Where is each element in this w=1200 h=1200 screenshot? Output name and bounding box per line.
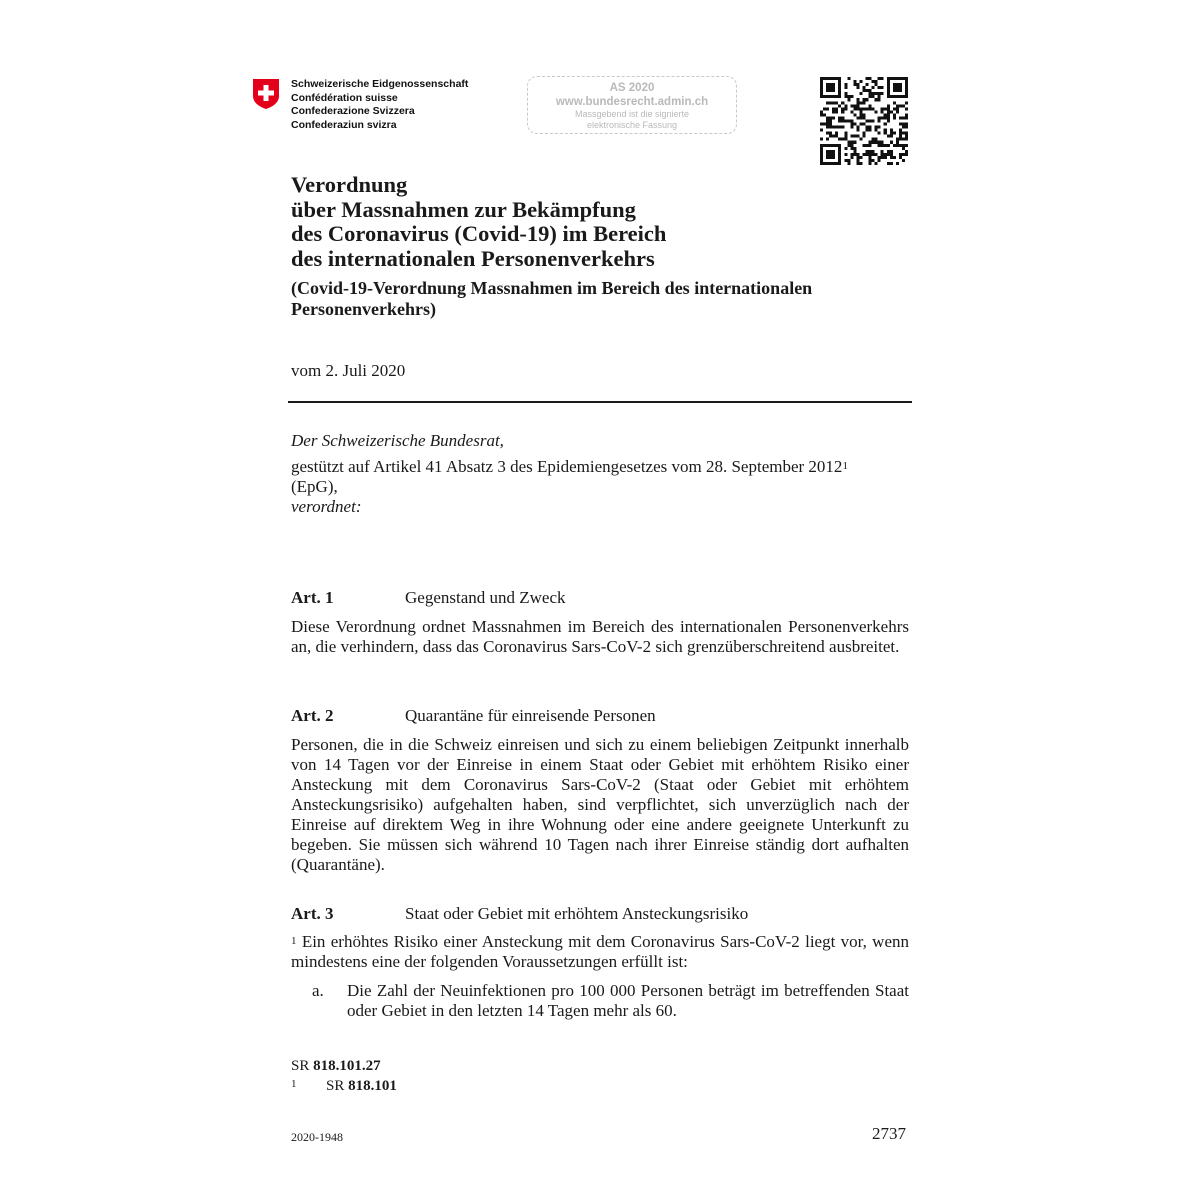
agency-name [291, 78, 468, 132]
title-line: des Coronavirus (Covid-19) im Bereich [291, 221, 667, 246]
title-line: des internationalen Personenverkehrs [291, 245, 655, 271]
agency-line-de: Schweizerische Eidgenossenschaft [291, 78, 469, 90]
footnote-prefix: SR [326, 1078, 345, 1094]
document-date: vom 2. Juli 2020 [291, 361, 406, 380]
article-title: Staat oder Gebiet mit erhöhtem Ansteckungsrisiko [405, 904, 749, 923]
title-line: Verordnung [291, 172, 408, 197]
agency-line-rm: Confederaziun svizra [291, 118, 397, 131]
article-1-heading [291, 588, 566, 608]
short-title: (Covid-19-Verordnung Massnahmen im Bereich des internationalen Personenverkehrs) [291, 278, 813, 319]
paragraph-text: Ein erhöhtes Risiko einer Ansteckung mit dem Coronavirus Sars-CoV-2 liegt vor, wenn mindestens eine der folgenden Voraussetzungen erfüllt ist: [291, 932, 909, 971]
footnote-sr-number: 818.101 [348, 1078, 397, 1094]
article-2-heading [291, 706, 656, 726]
stamp-as-number: AS 2020 [609, 82, 655, 94]
article-2-text: Personen, die in die Schweiz einreisen und sich zu einem beliebigen Zeitpunkt innerhalb von 14 Tagen vor der Einreise in einem Staat oder Gebiet mit erhöhtem Risiko einer Ansteckung mit dem Coronavirus Sars-CoV-2 (Staat oder Gebiet mit erhöhtem Ansteckungsrisiko) aufgehalten haben, sind verpflichtet, sich unverzüglich nach der Einreise auf direktem Weg in ihre Wohnung oder eine andere geeignete Unterkunft zu begeben. Sie müssen sich während 10 Tagen nach ihrer Einreise ständig dort aufhalten (Quarantäne). [291, 735, 909, 874]
title-divider [288, 401, 912, 403]
agency-line-it: Confederazione Svizzera [291, 105, 415, 117]
stamp-url: www.bundesrecht.admin.ch [555, 96, 709, 108]
qr-code [820, 77, 908, 165]
preamble-basis [291, 457, 911, 477]
article-title: Gegenstand und Zweck [405, 588, 566, 607]
stamp-note-2: elektronische Fassung [586, 120, 678, 130]
article-number: Art. 1 [291, 588, 334, 607]
sr-prefix: SR [291, 1058, 310, 1074]
title-line: über Massnahmen zur Bekämpfung [291, 196, 636, 222]
footnote-number: 1 [291, 1078, 297, 1090]
list-item [312, 981, 909, 1021]
list-item-text: Die Zahl der Neuinfektionen pro 100 000 Personen beträgt im betreffenden Staat oder Gebiet in den letzten 14 Tagen mehr als 60. [347, 981, 909, 1020]
preamble-decree: verordnet: [291, 497, 362, 516]
article-3-heading [291, 904, 748, 924]
publication-stamp [527, 76, 737, 134]
article-3-paragraph-1 [291, 932, 909, 972]
footnote-1 [291, 1078, 397, 1095]
swiss-flag-icon [252, 78, 280, 110]
stamp-note-1: Massgebend ist die signierte [574, 109, 690, 119]
article-title: Quarantäne für einreisende Personen [405, 706, 656, 725]
preamble [291, 431, 911, 517]
sr-reference [291, 1058, 381, 1075]
page-number: 2737 [872, 1124, 906, 1143]
footnote-ref: 1 [842, 460, 848, 472]
document-title [291, 173, 666, 271]
agency-line-fr: Confédération suisse [291, 91, 398, 104]
sr-number: 818.101.27 [313, 1058, 381, 1074]
preamble-basis-text: gestützt auf Artikel 41 Absatz 3 des Epidemiengesetzes vom 28. September 2012 [291, 457, 843, 476]
article-1-text: Diese Verordnung ordnet Massnahmen im Bereich des internationalen Personenverkehrs an, die verhindern, dass das Coronavirus Sars-CoV-2 sich grenzüberschreitend ausbreitet. [291, 617, 909, 656]
article-number: Art. 2 [291, 706, 334, 725]
list-item-label: a. [312, 981, 324, 1000]
document-id: 2020-1948 [291, 1130, 343, 1144]
paragraph-number: 1 [291, 935, 297, 947]
preamble-basis-tail: (EpG), [291, 477, 338, 496]
article-number: Art. 3 [291, 904, 334, 923]
preamble-authority: Der Schweizerische Bundesrat, [291, 431, 504, 450]
